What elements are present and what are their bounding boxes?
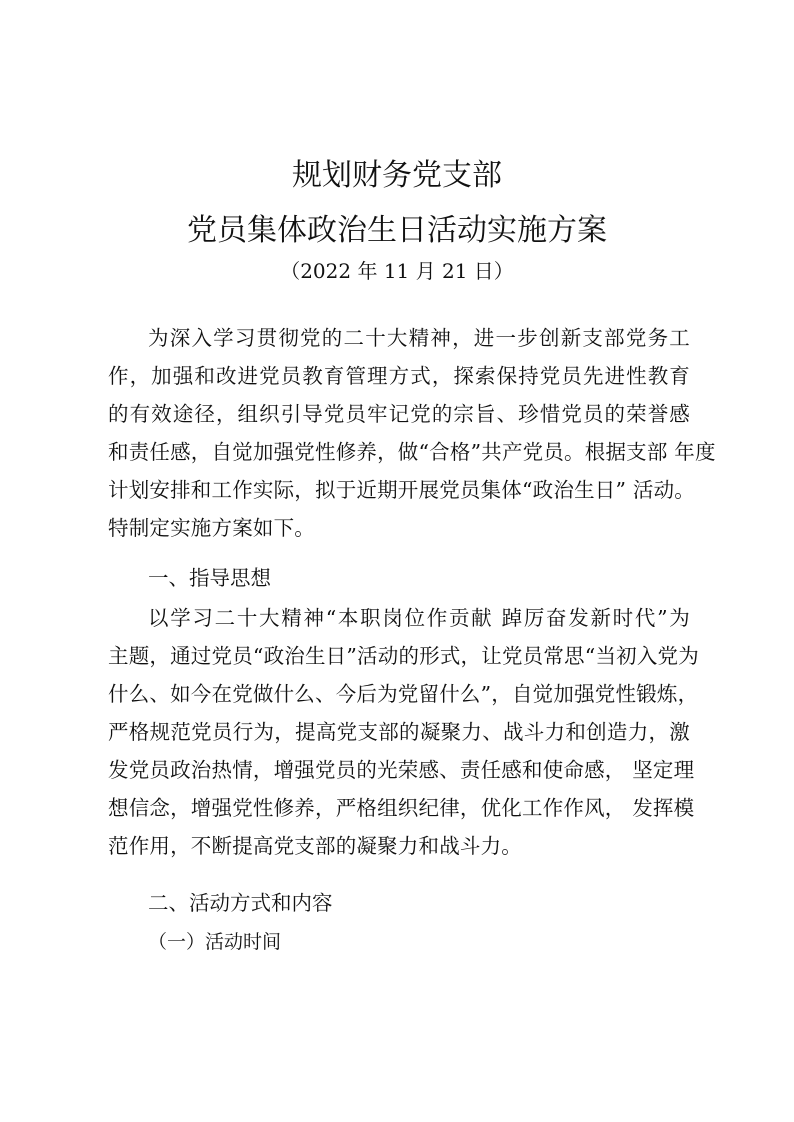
section1-line-1: 以学习二十大精神“本职岗位作贡献 踔厉奋发新时代”为 (148, 606, 690, 630)
section1-line-2: 主题，通过党员“政治生日”活动的形式，让党员常思“当初入党为 (108, 644, 699, 668)
subsection1-heading: （一）活动时间 (148, 931, 282, 953)
section1-heading: 一、指导思想 (148, 566, 271, 590)
document-title-line2: 党员集体政治生日活动实施方案 (187, 213, 607, 248)
section1-line-3: 什么、如今在党做什么、今后为党留什么”，自觉加强党性锻炼， (108, 682, 699, 706)
section1-line-5: 发党员政治热情，增强党员的光荣感、责任感和使命感， 坚定理 (108, 758, 695, 782)
document-date: （2022 年 11 月 21 日） (280, 259, 514, 283)
intro-line-6: 特制定实施方案如下。 (108, 516, 315, 540)
intro-line-5: 计划安排和工作实际，拟于近期开展党员集体“政治生日” 活动。 (108, 478, 695, 502)
intro-line-3: 的有效途径，组织引导党员牢记党的宗旨、珍惜党员的荣誉感 (108, 402, 690, 426)
intro-line-1: 为深入学习贯彻党的二十大精神，进一步创新支部党务工 (148, 326, 690, 350)
section1-line-4: 严格规范党员行为，提高党支部的凝聚力、战斗力和创造力，激 (108, 720, 690, 744)
section1-line-6: 想信念，增强党性修养，严格组织纪律，优化工作作风， 发挥模 (108, 796, 695, 820)
intro-line-2: 作，加强和改进党员教育管理方式，探索保持党员先进性教育 (108, 364, 690, 388)
intro-line-4: 和责任感，自觉加强党性修养，做“合格”共产党员。根据支部 年度 (108, 440, 716, 464)
section1-line-7: 范作用，不断提高党支部的凝聚力和战斗力。 (108, 834, 522, 858)
document-title-line1: 规划财务党支部 (292, 158, 502, 193)
section2-heading: 二、活动方式和内容 (148, 891, 333, 915)
